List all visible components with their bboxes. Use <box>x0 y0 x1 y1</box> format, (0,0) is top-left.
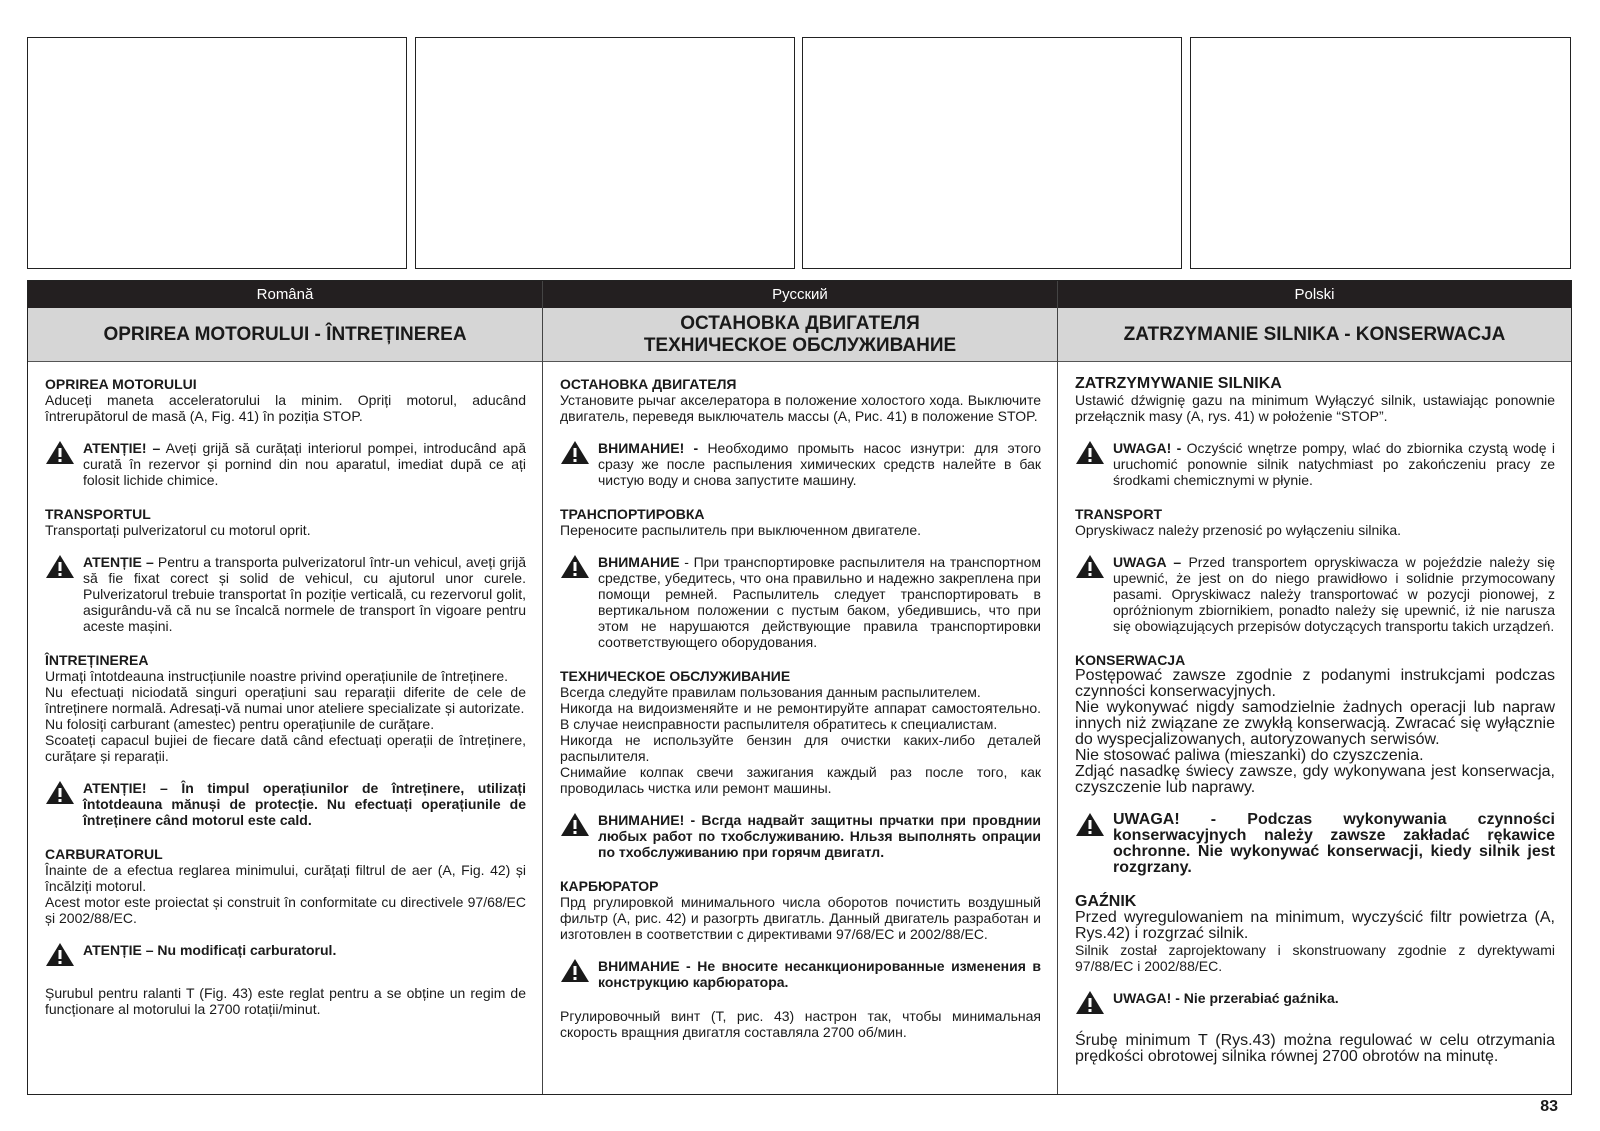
warning-label: ВНИМАНИЕ <box>598 554 680 570</box>
column-body <box>1058 362 1571 1065</box>
maintenance-text-3: Никогда не используйте бензин для очистки каких-либо деталей распылителя. <box>560 732 1041 764</box>
maintenance-text-4: Zdjąć nasadkę świecy zawsze, gdy wykonywana jest konserwacja, czyszczenie lub naprawy. <box>1075 763 1555 796</box>
section-title <box>543 308 1057 362</box>
carburetor-text-1: Przed wyregulowaniem na minimum, wyczyścić filtr powietrza (A, Rys.42) i rozgrzać silnik. <box>1075 909 1555 942</box>
figure-placeholder-2 <box>415 37 795 269</box>
maintenance-text-3: Nie stosować paliwa (mieszanki) do czyszczenia. <box>1075 747 1424 764</box>
warning-label: ATENȚIE! – <box>83 780 168 796</box>
warning-label: ATENȚIE – <box>83 942 154 958</box>
warning-block <box>1075 812 1555 876</box>
warning-triangle-icon <box>1075 440 1113 488</box>
warning-text: Aveți grijă să curățați interiorul pompei, introducând apă curată în rezervor și pornind din nou aparatul, imediat după ce ați folosit lichide chimice. <box>83 440 526 488</box>
idle-screw-text: Ргулировочный винт (T, рис. 43) настрон так, чтобы минимальная скорость вращния двигатля составляла 2700 об/мин. <box>560 1008 1041 1040</box>
carburetor-text-2: Acest motor este proiectat și construit în conformitate cu directivele 97/68/EC și 2002/88/EC. <box>45 894 526 926</box>
warning-text: Przed transportem opryskiwacza w pojeździe należy się upewnić, że jest on do niego prawidłowo i solidnie przymocowany pasami. Opryskiwacz należy transportować w pozycji pionowej, z opróżnionym zbiornikiem, ponadto należy się upewnić, iż nie narusza się obowiązujących przepisów dotyczących transportu takich urządzeń. <box>1113 554 1555 634</box>
figure-placeholder-4 <box>1190 37 1571 269</box>
maintenance-text-4: Снимайие колпак свечи зажигания каждый раз после того, как проводилась чистка или ремонт машины. <box>560 764 1041 796</box>
warning-block <box>45 554 526 634</box>
section-title-text: ОСТАНОВКА ДВИГАТЕЛЯ <box>680 312 920 334</box>
warning-label: ВНИМАНИЕ! - <box>598 812 696 828</box>
warning-label: ATENȚIE! – <box>83 440 161 456</box>
maintenance-heading: ÎNTREȚINEREA <box>45 652 149 668</box>
carburetor-text-1: Înainte de a efectua reglarea minimului, curățați filtrul de aer (A, Fig. 42) și încălziți motorul. <box>45 862 526 894</box>
transport-text: Переносите распылитель при выключенном двигателе. <box>560 522 922 538</box>
warning-text: Podczas wykonywania czynności konserwacyjnych należy zawsze zakładać rękawice ochronne. Nie wykonywać konserwacji, kiedy silnik jest rozgrzany. <box>1113 811 1555 876</box>
transport-heading: TRANSPORTUL <box>45 506 151 522</box>
warning-block <box>560 440 1041 488</box>
carburetor-heading: GAŹNIK <box>1075 893 1137 910</box>
warning-triangle-icon <box>45 440 83 488</box>
stop-text: Установите рычаг акселератора в положение холостого хода. Выключите двигатель, переведя выключатель массы (A, Рис. 41) в положение STOP. <box>560 392 1041 424</box>
warning-label: UWAGA! - <box>1113 811 1217 828</box>
warning-triangle-icon <box>560 440 598 488</box>
warning-text: Всгда надвайт защитны прчатки при провднии любых работ по тхобслуживанию. Нльзя выполнять опрации по тхобслуживанию при горячм двигатл. <box>598 812 1041 860</box>
maintenance-text-2: Nie wykonywać nigdy samodzielnie żadnych operacji lub napraw innych niż związane ze zwykłą konserwacją. Zwracać się wyłącznie do wyspecjalizowanych, autoryzowanych serwisów. <box>1075 699 1555 748</box>
warning-triangle-icon <box>45 554 83 634</box>
maintenance-text-2: Nu efectuați niciodată singuri operațiuni sau reparații diferite de cele de întreținere normală. Adresați-vă numai unor ateliere specializate și autorizate. <box>45 684 526 716</box>
idle-screw-text: Șurubul pentru ralanti T (Fig. 43) este reglat pentru a se obține un regim de funcționare al motorului la 2700 rotații/minut. <box>45 985 526 1017</box>
instructions-table <box>27 280 1572 1095</box>
warning-label: UWAGA! - <box>1113 990 1180 1006</box>
warning-block <box>560 812 1041 860</box>
maintenance-heading: ТЕХНИЧЕСКОЕ ОБСЛУЖИВАНИЕ <box>560 668 791 684</box>
stop-text: Ustawić dźwignię gazu na minimum Wyłączyć silnik, ustawiając ponownie przełącznik masy (A, rys. 41) w położenie “STOP”. <box>1075 392 1555 424</box>
stop-heading: ZATRZYMYWANIE SILNIKA <box>1075 375 1282 392</box>
warning-triangle-icon <box>1075 554 1113 634</box>
figure-placeholder-3 <box>802 37 1182 269</box>
section-title <box>1058 308 1571 362</box>
warning-label: ВНИМАНИЕ <box>598 958 680 974</box>
page-number: 83 <box>1540 1098 1558 1115</box>
warning-block <box>560 554 1041 650</box>
warning-label: ВНИМАНИЕ! - <box>598 440 699 456</box>
warning-text: Необходимо промыть насос изнутри: для этого сразу же после распыления химических средств налейте в бак чистую воду и снова запустите машину. <box>598 440 1041 488</box>
figure-placeholder-1 <box>27 37 407 269</box>
transport-text: Transportați pulverizatorul cu motorul oprit. <box>45 522 311 538</box>
warning-block <box>1075 440 1555 488</box>
idle-screw-text: Śrubę minimum T (Rys.43) można regulować w celu otrzymania prędkości obrotowej silnika równej 2700 obrotów na minutę. <box>1075 1032 1555 1065</box>
warning-triangle-icon <box>560 812 598 860</box>
language-label: Русский <box>543 281 1057 308</box>
maintenance-text-1: Urmați întotdeauna instrucțiunile noastre privind operațiunile de întreținere. <box>45 668 509 684</box>
warning-label: UWAGA! - <box>1113 440 1182 456</box>
stop-heading: OPRIREA MOTORULUI <box>45 376 197 392</box>
warning-text: Oczyścić wnętrze pompy, wlać do zbiornika czystą wodę i uruchomić ponownie silnik natychmiast po zakończeniu pracy ze środkami chemicznymi w płynie. <box>1113 440 1555 488</box>
warning-block <box>45 942 526 967</box>
column-polish <box>1058 281 1571 1094</box>
warning-triangle-icon <box>45 780 83 828</box>
maintenance-heading: KONSERWACJA <box>1075 652 1186 668</box>
transport-text: Opryskiwacz należy przenosić po wyłączeniu silnika. <box>1075 522 1402 538</box>
stop-heading: ОСТАНОВКА ДВИГАТЕЛЯ <box>560 376 737 392</box>
warning-text: Nie przerabiać gaźnika. <box>1179 990 1339 1006</box>
carburetor-text-1: Прд ргулировкой минимального числа оборотов почистить воздушный фильтр (A, рис. 42) и разогрть двигатль. Данный двигатель разработан и изготовлен в соответствии с директивами 97/68/EC и 2002/88/EC. <box>560 894 1041 942</box>
warning-block <box>45 440 526 488</box>
language-label: Română <box>28 281 542 308</box>
column-romanian <box>28 281 543 1094</box>
warning-block <box>45 780 526 828</box>
warning-triangle-icon <box>45 942 83 967</box>
warning-text: Pentru a transporta pulverizatorul într-un vehicul, aveți grijă să fie fixat corect și solid de vehicul, cu ajutorul unor curele. Pulverizatorul trebuie transportat în poziție verticală, cu rezervorul golit, asigurându-vă că nu se încalcă normele de transport în vigoare pentru aceste mașini. <box>83 554 527 634</box>
warning-text: - При транспортировке распылителя на транспортном средстве, убедитесь, что она правильно и надежно закреплена при помощи ремней. Распылитель следует транспортировать в вертикальном положении с пустым баком, убедившись, что при этом не нарушаются действующие правила транспортировки соответствующего оборудования. <box>598 554 1041 650</box>
warning-label: UWAGA – <box>1113 554 1182 570</box>
transport-heading: TRANSPORT <box>1075 506 1163 522</box>
maintenance-text-4: Scoateți capacul bujiei de fiecare dată când efectuați operații de întreținere, curățare și reparații. <box>45 732 526 764</box>
language-label: Polski <box>1058 281 1571 308</box>
warning-text: Nu modificați carburatorul. <box>153 942 337 958</box>
warning-block <box>1075 990 1555 1015</box>
carburetor-heading: CARBURATORUL <box>45 846 163 862</box>
warning-triangle-icon <box>560 958 598 990</box>
maintenance-text-2: Никогда на видоизменяйте и не ремонтируйте аппарат самостоятельно. В случае неисправности распылителя обратитесь к специалистам. <box>560 700 1041 732</box>
stop-text: Aduceți maneta acceleratorului la minim. Opriți motorul, aducând întrerupătorul de masă (A, Fig. 41) în poziția STOP. <box>45 392 526 424</box>
maintenance-text-1: Postępować zawsze zgodnie z podanymi instrukcjami podczas czynności konserwacyjnych. <box>1075 667 1555 700</box>
warning-block <box>560 958 1041 990</box>
column-body <box>543 362 1057 1040</box>
warning-block <box>1075 554 1555 634</box>
carburetor-heading: КАРБЮРАТОР <box>560 878 659 894</box>
warning-text: - Не вносите несанкционированные изменения в конструкцию карбюратора. <box>598 958 1041 990</box>
warning-triangle-icon <box>1075 812 1113 876</box>
section-title-text: ZATRZYMANIE SILNIKA - KONSERWACJA <box>1123 323 1506 345</box>
warning-triangle-icon <box>1075 990 1113 1015</box>
section-title-text-2: ТЕХНИЧЕСКОЕ ОБСЛУЖИВАНИЕ <box>643 334 957 356</box>
warning-triangle-icon <box>560 554 598 650</box>
section-title <box>28 308 542 362</box>
warning-text: În timpul operațiunilor de întreținere, utilizați întotdeauna mănuși de protecție. Nu efectuați operațiunile de întreținere când motorul este cald. <box>83 780 526 828</box>
column-russian <box>543 281 1058 1094</box>
carburetor-text-2: Silnik został zaprojektowany i skonstruowany zgodnie z dyrektywami 97/88/EC i 2002/88/EC. <box>1075 942 1555 974</box>
transport-heading: ТРАНСПОРТИРОВКА <box>560 506 705 522</box>
maintenance-text-1: Всегда следуйте правилам пользования данным распылителем. <box>560 684 981 700</box>
section-title-text: OPRIREA MOTORULUI - ÎNTREȚINEREA <box>103 323 467 345</box>
column-body <box>28 362 542 1017</box>
maintenance-text-3: Nu folosiți carburant (amestec) pentru operațiunile de curățare. <box>45 716 435 732</box>
warning-label: ATENȚIE – <box>83 554 154 570</box>
